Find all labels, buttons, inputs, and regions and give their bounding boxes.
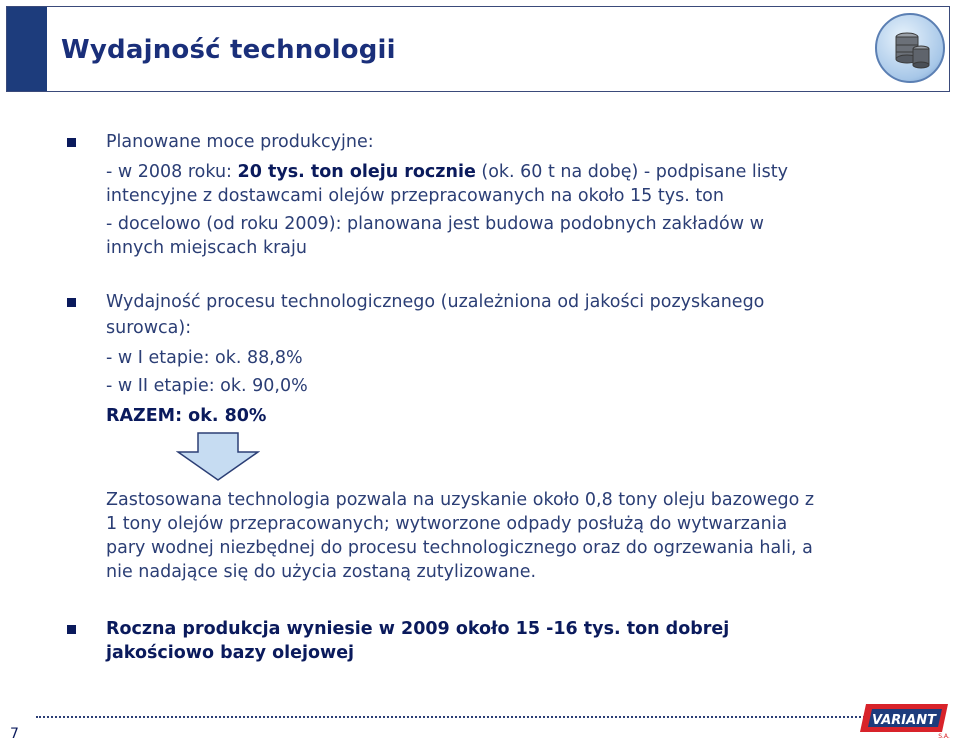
header-accent-bar bbox=[7, 7, 47, 91]
bullet3-line1: Roczna produkcja wyniesie w 2009 około 15 -16 tys. ton dobrej bbox=[106, 619, 730, 639]
slide-header bbox=[6, 6, 950, 92]
bullet2-line4: - w II etapie: ok. 90,0% bbox=[106, 376, 308, 396]
bullet1-line2-bold: 20 tys. ton oleju rocznie bbox=[237, 162, 476, 182]
slide-title: Wydajność technologii bbox=[61, 35, 396, 65]
oil-barrels-icon bbox=[875, 13, 945, 83]
page-number: 7 bbox=[10, 726, 19, 742]
down-arrow-icon bbox=[176, 432, 260, 482]
paragraph-line2: 1 tony olejów przepracowanych; wytworzone odpady posłużą do wytwarzania bbox=[106, 514, 788, 534]
bullet2-line1: Wydajność procesu technologicznego (uzależniona od jakości pozyskanego bbox=[106, 292, 765, 312]
bullet1-line4: - docelowo (od roku 2009): planowana jest budowa podobnych zakładów w bbox=[106, 214, 764, 234]
bullet2-line2: surowca): bbox=[106, 318, 192, 338]
variant-logo bbox=[856, 700, 954, 740]
bullet1-line1: Planowane moce produkcyjne: bbox=[106, 132, 374, 152]
paragraph-line3: pary wodnej niezbędnej do procesu technologicznego oraz do ogrzewania hali, a bbox=[106, 538, 813, 558]
variant-logo-text: VARIANT bbox=[872, 713, 936, 728]
bullet-marker bbox=[67, 298, 76, 307]
bullet1-line2-pre: - w 2008 roku: bbox=[106, 162, 238, 182]
paragraph-line1: Zastosowana technologia pozwala na uzyskanie około 0,8 tony oleju bazowego z bbox=[106, 490, 815, 510]
bullet2-line3: - w I etapie: ok. 88,8% bbox=[106, 348, 303, 368]
paragraph-line4: nie nadające się do użycia zostaną zutylizowane. bbox=[106, 562, 537, 582]
bullet1-line3: intencyjne z dostawcami olejów przepracowanych na około 15 tys. ton bbox=[106, 186, 724, 206]
footer-divider bbox=[36, 716, 916, 718]
bullet-marker bbox=[67, 625, 76, 634]
bullet1-line2 bbox=[106, 160, 788, 184]
variant-logo-suffix: S.A. bbox=[938, 733, 950, 740]
bullet1-line5: innych miejscach kraju bbox=[106, 238, 307, 258]
bullet3-line2: jakościowo bazy olejowej bbox=[106, 643, 355, 663]
bullet2-total: RAZEM: ok. 80% bbox=[106, 406, 267, 426]
bullet-marker bbox=[67, 138, 76, 147]
bullet1-line2-post: (ok. 60 t na dobę) - podpisane listy bbox=[475, 162, 788, 182]
